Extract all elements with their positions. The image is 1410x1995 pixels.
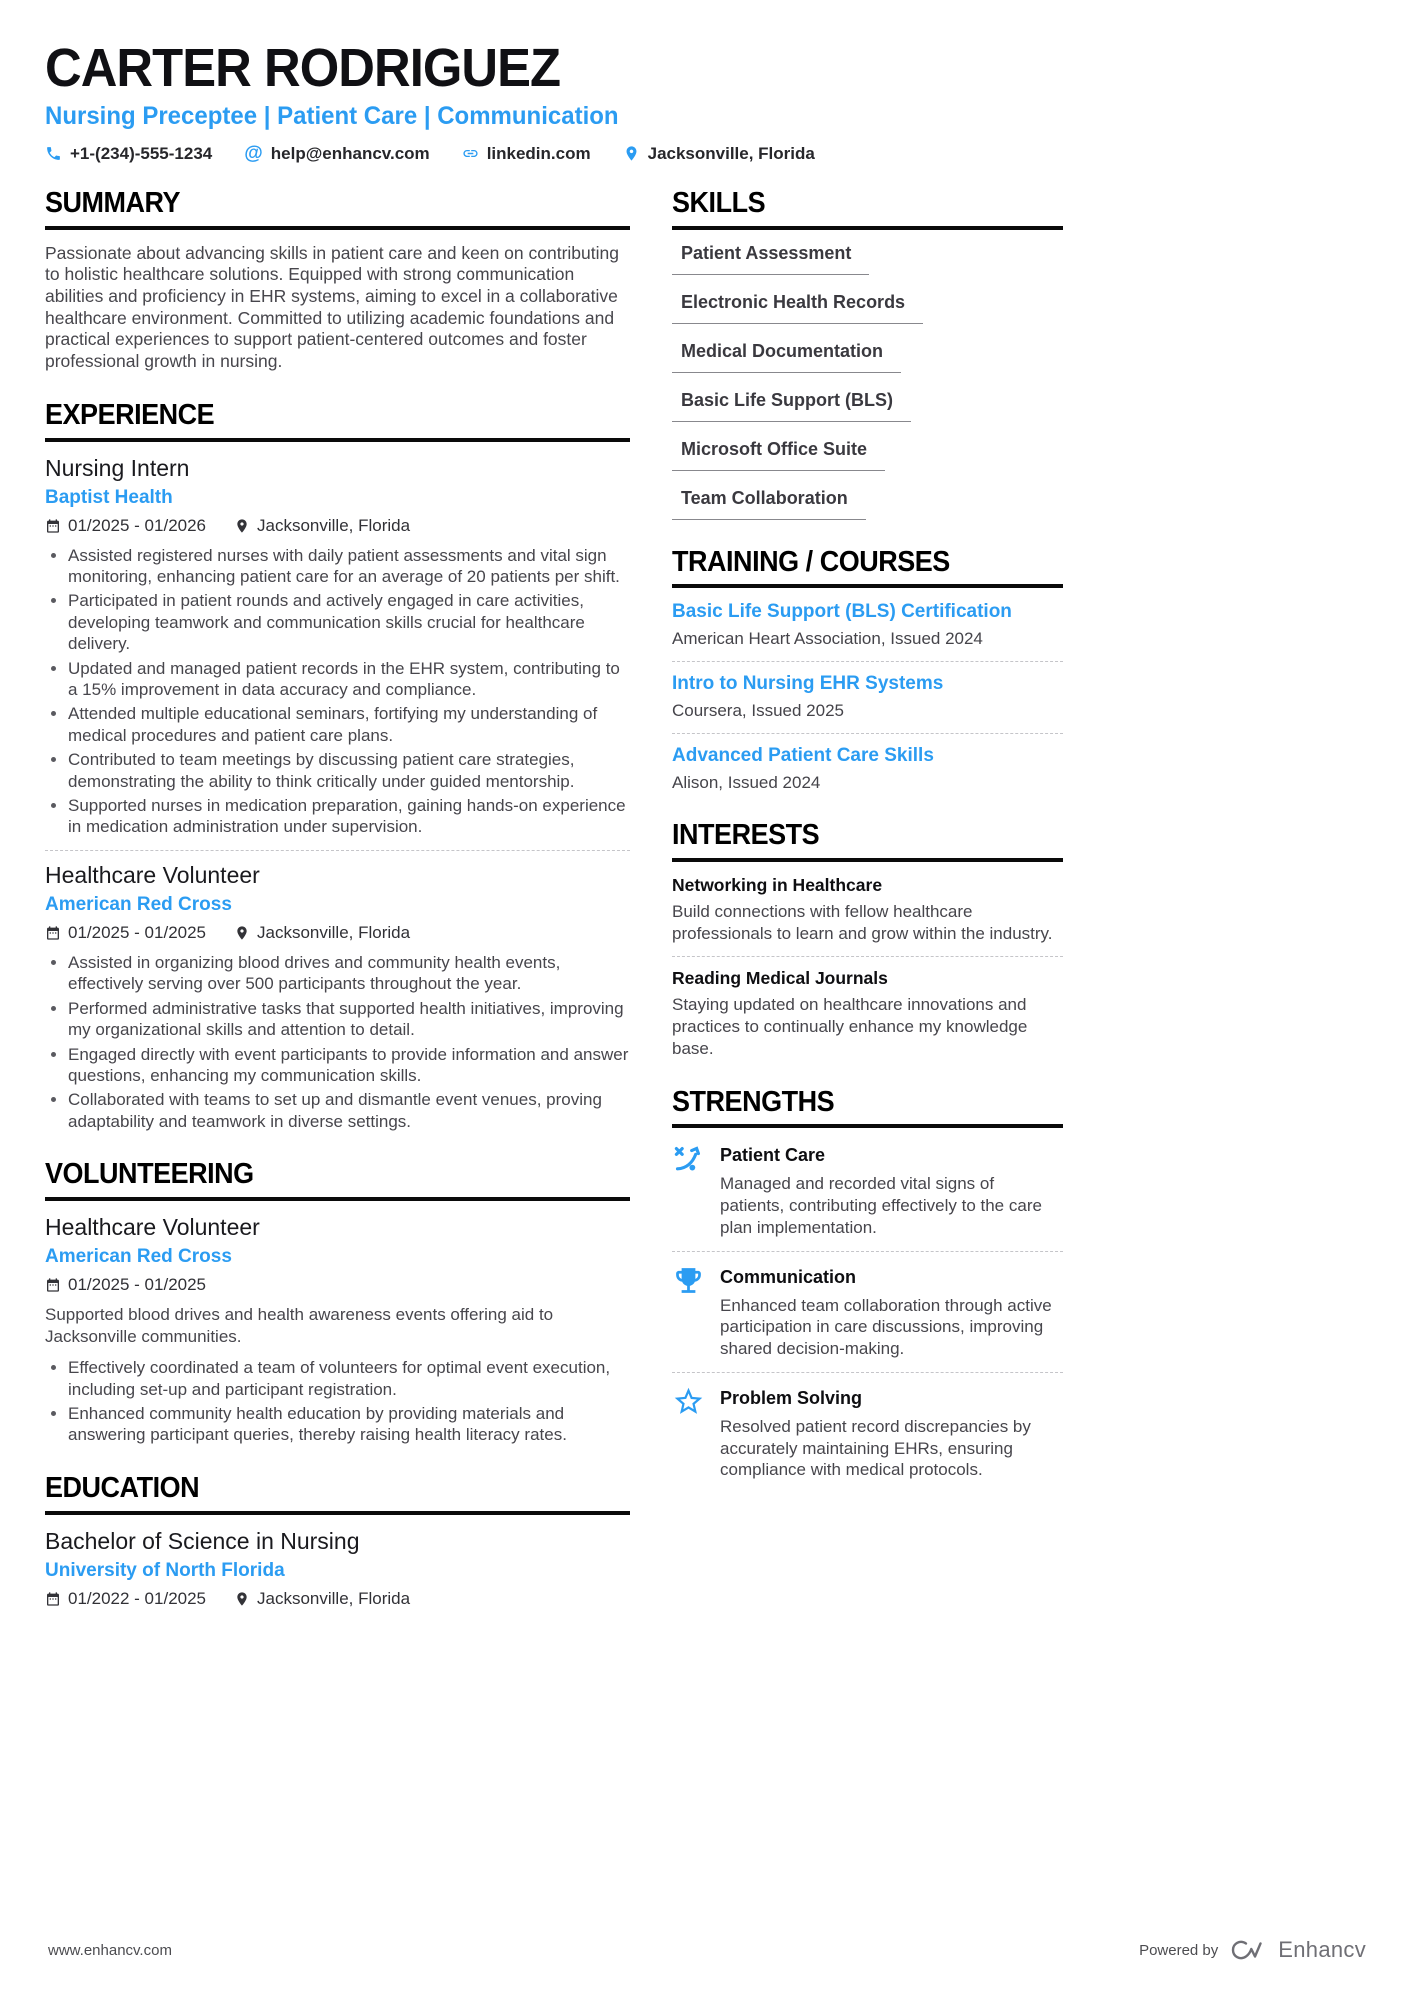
volunteer-role: Healthcare Volunteer [45, 1214, 260, 1241]
bullet: • Effectively coordinated a team of volunteers for optimal event execution, including set-up and participant registration. [68, 1357, 630, 1400]
date-range: 01/2025 - 01/2025 [45, 1275, 206, 1295]
bullet: • Enhanced community health education by providing materials and answering participant queries, thereby raising health literacy rates. [68, 1403, 630, 1446]
summary-section [45, 188, 630, 373]
course-item [672, 673, 1063, 721]
experience-section [45, 400, 630, 1132]
content-columns [45, 188, 1365, 1636]
footer-site-link[interactable]: www.enhancv.com [48, 1941, 172, 1959]
strengths-heading: STRENGTHS [672, 1087, 1063, 1129]
company-name: American Red Cross [45, 893, 232, 915]
enhancv-brand-name: Enhancv [1278, 1937, 1366, 1962]
company-name: Baptist Health [45, 486, 173, 508]
course-title: Intro to Nursing EHR Systems [672, 673, 944, 695]
contact-email[interactable] [244, 144, 429, 164]
candidate-name: CARTER RODRIGUEZ [45, 38, 561, 98]
item-divider [672, 956, 1063, 957]
training-heading: TRAINING / COURSES [672, 547, 1063, 589]
contact-location [623, 144, 815, 164]
entry-location: Jacksonville, Florida [234, 516, 410, 536]
bullet: • Updated and managed patient records in the EHR system, contributing to a 15% improvement in data accuracy and compliance. [68, 658, 630, 701]
bullet: • Attended multiple educational seminars, fortifying my understanding of medical procedures and patient care plans. [68, 703, 630, 746]
entry-divider [45, 850, 630, 851]
strength-title: Communication [720, 1266, 857, 1287]
education-section [45, 1473, 630, 1609]
course-issuer: Alison, Issued 2024 [672, 772, 821, 792]
phone-icon [45, 145, 62, 162]
entry-meta [45, 516, 630, 536]
item-divider [672, 1251, 1063, 1252]
entry-location: Jacksonville, Florida [234, 1589, 410, 1609]
calendar-icon [45, 925, 61, 941]
strength-item [672, 1141, 1063, 1238]
skill-item: Medical Documentation [672, 341, 901, 373]
interest-item [672, 968, 1063, 1059]
entry-meta [45, 1589, 630, 1609]
course-issuer: Coursera, Issued 2025 [672, 701, 844, 721]
enhancv-logo-icon [1230, 1937, 1270, 1963]
skill-item: Basic Life Support (BLS) [672, 390, 911, 422]
bullet: • Participated in patient rounds and actively engaged in care activities, developing teamwork and communication skills crucial for healthcare delivery. [68, 590, 630, 654]
bullet: • Supported nurses in medication preparation, gaining hands-on experience in medication administration under supervision. [68, 795, 630, 838]
email-address: help@enhancv.com [270, 143, 430, 163]
interests-heading: INTERESTS [672, 820, 1063, 862]
strength-text: Resolved patient record discrepancies by accurately maintaining EHRs, ensuring compliance with medical protocols. [720, 1416, 1031, 1480]
skill-item: Electronic Health Records [672, 292, 923, 324]
email-icon: @ [244, 143, 263, 165]
entry-meta [45, 923, 630, 943]
location-icon [623, 145, 640, 162]
calendar-icon [45, 518, 61, 534]
skill-item: Patient Assessment [672, 243, 869, 275]
right-column [672, 188, 1063, 1636]
degree-name: Bachelor of Science in Nursing [45, 1527, 360, 1554]
volunteer-bullets [45, 1357, 630, 1446]
job-bullets [45, 545, 630, 838]
left-column [45, 188, 630, 1636]
education-heading: EDUCATION [45, 1473, 630, 1515]
course-item [672, 745, 1063, 793]
organization-name: American Red Cross [45, 1246, 232, 1268]
bullet: • Assisted in organizing blood drives and community health events, effectively serving over 500 participants throughout the year. [68, 952, 630, 995]
strength-item [672, 1263, 1063, 1360]
course-issuer: American Heart Association, Issued 2024 [672, 629, 983, 649]
skill-item: Microsoft Office Suite [672, 439, 885, 471]
enhancv-logo[interactable] [1230, 1937, 1366, 1963]
contact-phone[interactable] [45, 144, 212, 164]
bullet: • Performed administrative tasks that supported health initiatives, improving my organizational skills and attention to detail. [68, 998, 630, 1041]
strength-item [672, 1384, 1063, 1481]
phone-number: +1-(234)-555-1234 [70, 143, 213, 163]
link-icon [462, 145, 479, 162]
footer [48, 1937, 1366, 1963]
star-icon [672, 1385, 705, 1418]
interests-section [672, 820, 1063, 1060]
summary-text: Passionate about advancing skills in patient care and keen on contributing to holistic healthcare solutions. Equipped with strong communication abilities and proficiency in EHR systems, aiming to excel in a collaborative healthcare environment. Committed to utilizing academic foundations and practical experiences to support patient-centered outcomes and foster professional growth in nursing. [45, 242, 619, 372]
strength-title: Problem Solving [720, 1387, 863, 1408]
bullet: • Engaged directly with event participants to provide information and answer questions, enhancing my communication skills. [68, 1044, 630, 1087]
location-icon [234, 1591, 250, 1607]
header [45, 40, 1365, 164]
bullet: • Assisted registered nurses with daily patient assessments and vital sign monitoring, enhancing patient care for an average of 20 patients per shift. [68, 545, 630, 588]
training-section [672, 547, 1063, 793]
volunteering-section [45, 1159, 630, 1446]
experience-heading: EXPERIENCE [45, 400, 630, 442]
job-role: Nursing Intern [45, 454, 190, 481]
job-bullets [45, 952, 630, 1132]
contact-linkedin[interactable] [462, 144, 591, 164]
course-item [672, 601, 1063, 649]
interest-item [672, 875, 1063, 945]
item-divider [672, 733, 1063, 734]
school-name: University of North Florida [45, 1559, 285, 1581]
bullet: • Contributed to team meetings by discussing patient care strategies, demonstrating the ability to think critically under guided mentorship. [68, 749, 630, 792]
interest-text: Staying updated on healthcare innovations and practices to continually enhance my knowledge base. [672, 995, 1028, 1058]
volunteer-description: Supported blood drives and health awareness events offering aid to Jacksonville communities. [45, 1305, 554, 1347]
entry-location: Jacksonville, Florida [234, 923, 410, 943]
powered-by [1139, 1937, 1366, 1963]
interest-title: Reading Medical Journals [672, 968, 888, 989]
experience-entry [45, 455, 630, 838]
job-role: Healthcare Volunteer [45, 861, 260, 888]
course-title: Advanced Patient Care Skills [672, 745, 934, 767]
candidate-title: Nursing Preceptee | Patient Care | Communication [45, 101, 619, 130]
entry-meta [45, 1275, 630, 1295]
bullet: • Collaborated with teams to set up and dismantle event venues, proving adaptability and teamwork in diverse settings. [68, 1089, 630, 1132]
date-range: 01/2025 - 01/2026 [45, 516, 206, 536]
skills-section [672, 188, 1063, 520]
course-title: Basic Life Support (BLS) Certification [672, 601, 1012, 623]
item-divider [672, 1372, 1063, 1373]
summary-heading: SUMMARY [45, 188, 630, 230]
strategy-icon [672, 1142, 705, 1175]
volunteering-entry [45, 1214, 630, 1446]
item-divider [672, 661, 1063, 662]
skills-heading: SKILLS [672, 188, 1063, 230]
date-range: 01/2022 - 01/2025 [45, 1589, 206, 1609]
experience-entry [45, 862, 630, 1132]
linkedin-url: linkedin.com [486, 143, 591, 163]
date-range: 01/2025 - 01/2025 [45, 923, 206, 943]
location-text: Jacksonville, Florida [647, 143, 815, 163]
interest-text: Build connections with fellow healthcare professionals to learn and grow within the industry. [672, 901, 1053, 943]
location-icon [234, 925, 250, 941]
calendar-icon [45, 1277, 61, 1293]
strength-title: Patient Care [720, 1145, 826, 1166]
powered-by-label: Powered by [1139, 1941, 1219, 1959]
location-icon [234, 518, 250, 534]
strength-text: Managed and recorded vital signs of patients, contributing effectively to the care plan implementation. [720, 1174, 1042, 1237]
trophy-icon [672, 1264, 705, 1297]
strength-text: Enhanced team collaboration through active participation in care discussions, improving shared decision-making. [720, 1295, 1052, 1359]
education-entry [45, 1528, 630, 1609]
strengths-section [672, 1087, 1063, 1482]
calendar-icon [45, 1591, 61, 1607]
skill-item: Team Collaboration [672, 488, 866, 520]
interest-title: Networking in Healthcare [672, 874, 883, 895]
volunteering-heading: VOLUNTEERING [45, 1159, 630, 1201]
contact-row [45, 144, 1365, 164]
